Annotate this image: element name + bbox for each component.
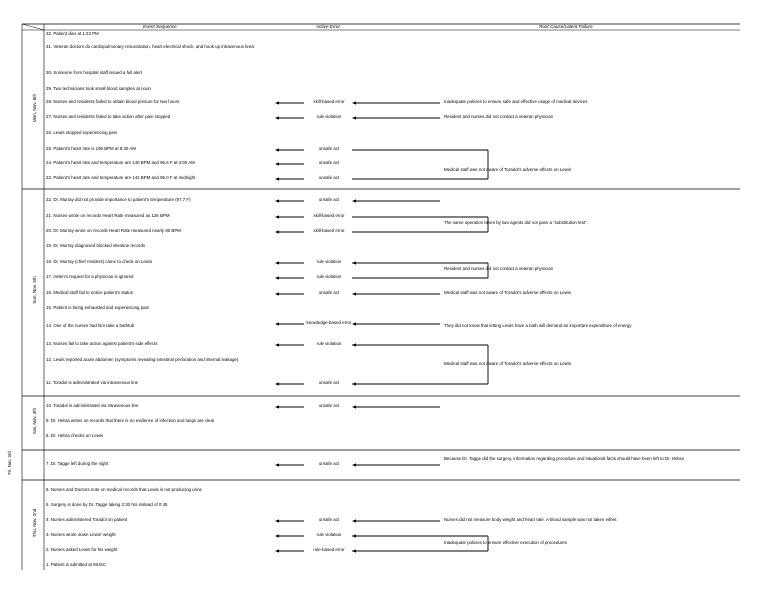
event-21: 21. Nurses wrote on records Heart Rate measured as 126 BPM — [46, 213, 170, 218]
event-28: 28. Nurses and residents failed to obtain blood presure for two hours — [46, 99, 180, 104]
event-19: 19. Dr. Murray diagnosed blocked intestine records — [46, 243, 146, 248]
active-error-20: skill-based error — [313, 228, 345, 233]
event-arrow-1-head — [275, 101, 279, 104]
root-cause-10: Nurses did not measure body weight and heart rate. A blood sample was not taken either. — [444, 517, 618, 522]
corner-diagonal — [22, 24, 44, 30]
event-30: 30. Someone from hospital staff issued a full alert — [46, 70, 143, 75]
active-error-27: rule violation — [316, 114, 342, 119]
root-cause-5: Resident and nurses did not contact a veteran physician — [444, 266, 554, 271]
event-3: 3. Nurses wrote down Lewis' weight — [46, 532, 116, 537]
event-1: 1. Patient is admitted at MUSC — [46, 562, 107, 567]
root-cause-3: Medical staff was not aware of Toradol's adverse effects on Lewis — [444, 167, 572, 172]
active-error-21: skill-based error — [313, 213, 345, 218]
event-arrow-5-head — [275, 177, 279, 180]
active-error-4: unsafe act — [318, 517, 340, 522]
root-cause-1: Inadequate policies to ensure safe and effective usage of medical devices — [444, 99, 588, 104]
event-arrow-7-head — [275, 215, 279, 218]
event-arrow-6-head — [275, 199, 279, 202]
active-error-14: knowledge-based error — [306, 320, 352, 325]
event-7: 7. Dr. Tagge left during the night — [46, 461, 109, 466]
event-4: 4. Nurses administered Toradol on patient — [46, 517, 128, 522]
root-cause-7: They did not know that letting Lewis have a bath will demand an important expenditure of energy — [444, 323, 632, 328]
root-cause-2: Resident and nurses did not contact a veteran physician — [444, 114, 554, 119]
active-error-11: unsafe act — [318, 380, 340, 385]
event-arrow-15-head — [275, 405, 279, 408]
root-cause-6: Medical staff was not aware of Toradol's adverse effects on Lewis — [444, 290, 572, 295]
event-31: 31. Veteran doctors do cardiopulmonary resuscitation, heart electrical shock, and hook up intravenous lines — [46, 44, 255, 49]
event-14: 14. One of the nurses had him take a bathtub — [46, 323, 135, 328]
day-label-thu: Thu, Nov. 2nd — [32, 508, 37, 538]
active-error-25: unsafe act — [318, 146, 340, 151]
event-arrow-2-head — [275, 116, 279, 119]
active-error-22: unsafe act — [318, 197, 340, 202]
event-22: 22. Dr. Murray did not provide importance to patient's temperature (97.7 F) — [46, 197, 191, 202]
event-9: 9. Dr. Hebra writes on records that there is no evidence of infection and lungs are clear — [46, 418, 215, 423]
event-arrow-10-head — [275, 276, 279, 279]
event-arrow-19-head — [275, 549, 279, 552]
event-27: 27. Nurses and residents failed to take action after pain stopped — [46, 114, 171, 119]
active-error-2: rule-based error — [313, 547, 345, 552]
event-8: 8. Dr. Hebra checks on Lewis — [46, 433, 104, 438]
event-2: 2. Nurses asked Lewis for his weight — [46, 547, 118, 552]
event-arrow-9-head — [275, 261, 279, 264]
event-5: 5. Surgery is done by Dr. Tagge taking 2:30 hrs instead of 0:45 — [46, 502, 168, 507]
active-error-7: unsafe act — [318, 461, 340, 466]
event-arrow-11-head — [275, 292, 279, 295]
day-label-mon: Mon, Nov. 6th — [32, 93, 37, 123]
event-23: 23. Patient's heart rate and temperature are 142 BPM and 95.0 F at midnight — [46, 175, 196, 180]
event-17: 17. Helen's request for a physician is ignored — [46, 274, 134, 279]
day-label-fri: Fri, Nov. 3rd — [7, 451, 12, 475]
event-12: 12. Lewis reported acute abdomen (symptoms revealing intestinal perforation and internal leakage) — [46, 357, 239, 362]
active-error-3: rule violation — [316, 532, 342, 537]
root-cause-11: Inadequate policies to ensure effective execution of procedures — [444, 540, 567, 545]
root-cause-8: Medical staff was not aware of Toradol's adverse effects on Lewis — [444, 361, 572, 366]
event-13: 13. Nurses fail to take action against patient's side effects — [46, 341, 158, 346]
active-error-10: unsafe act — [318, 403, 340, 408]
event-20: 20. Dr. Murray wrote on records Heart Rate measured nearly 80 BPM — [46, 228, 181, 233]
event-arrow-16-head — [275, 463, 279, 466]
day-label-sun: Sun, Nov. 5th — [32, 276, 37, 304]
header-root-cause: Root Cause/Latent Failure — [539, 24, 593, 29]
day-label-sat: Sat, Nov. 4th — [32, 407, 37, 435]
root-cause-9: Because Dr. Tagge did the surgery, information regarding procedure and situational facts should have been left to Dr. Hebra — [444, 456, 684, 461]
event-16: 16. Medical staff fail to notice patient's status — [46, 290, 133, 295]
event-arrow-4-head — [275, 162, 279, 165]
event-32: 32. Patient dies at 1:23 PM — [46, 31, 99, 36]
event-arrow-14-head — [275, 382, 279, 385]
event-26: 26. Lewis stopped experiencing pain — [46, 130, 118, 135]
active-error-13: rule violation — [316, 341, 342, 346]
event-15: 15. Patient is being exhausted and experiencing pain — [46, 305, 150, 310]
event-arrow-18-head — [275, 534, 279, 537]
event-29: 29. Two technicians took small blood samples at noon — [46, 86, 151, 91]
active-error-23: unsafe act — [318, 175, 340, 180]
active-error-17: rule violation — [316, 274, 342, 279]
event-6: 6. Nurses and Doctors note on medical records that Lewis is not producing urine — [46, 487, 202, 492]
event-arrow-17-head — [275, 519, 279, 522]
header-event-sequence: Event Sequence — [143, 24, 177, 29]
event-18: 18. Dr. Murray (chief resident) came to check on Lewis — [46, 259, 153, 264]
active-error-24: unsafe act — [318, 160, 340, 165]
event-arrow-12-head — [275, 322, 279, 325]
header-active-error: Active Error — [316, 24, 340, 29]
event-25: 25. Patient's heart rate is 196 BPM at 8:30 AM — [46, 146, 136, 151]
active-error-16: unsafe act — [318, 290, 340, 295]
active-error-28: skill-based error — [313, 99, 345, 104]
root-cause-4: The same operation taken by two agents did not pass a "substitution test". — [444, 220, 588, 225]
event-10: 10. Toradol is administrated via intravenous line — [46, 403, 139, 408]
event-11: 11. Toradol is administrated via intravenous line — [46, 380, 139, 385]
active-error-18: rule violation — [316, 259, 342, 264]
event-arrow-3-head — [275, 148, 279, 151]
event-24: 24. Patient's heart rate and temperature are 140 BPM and 96.6 F at 4:00 AM — [46, 160, 195, 165]
event-arrow-8-head — [275, 230, 279, 233]
event-arrow-13-head — [275, 343, 279, 346]
